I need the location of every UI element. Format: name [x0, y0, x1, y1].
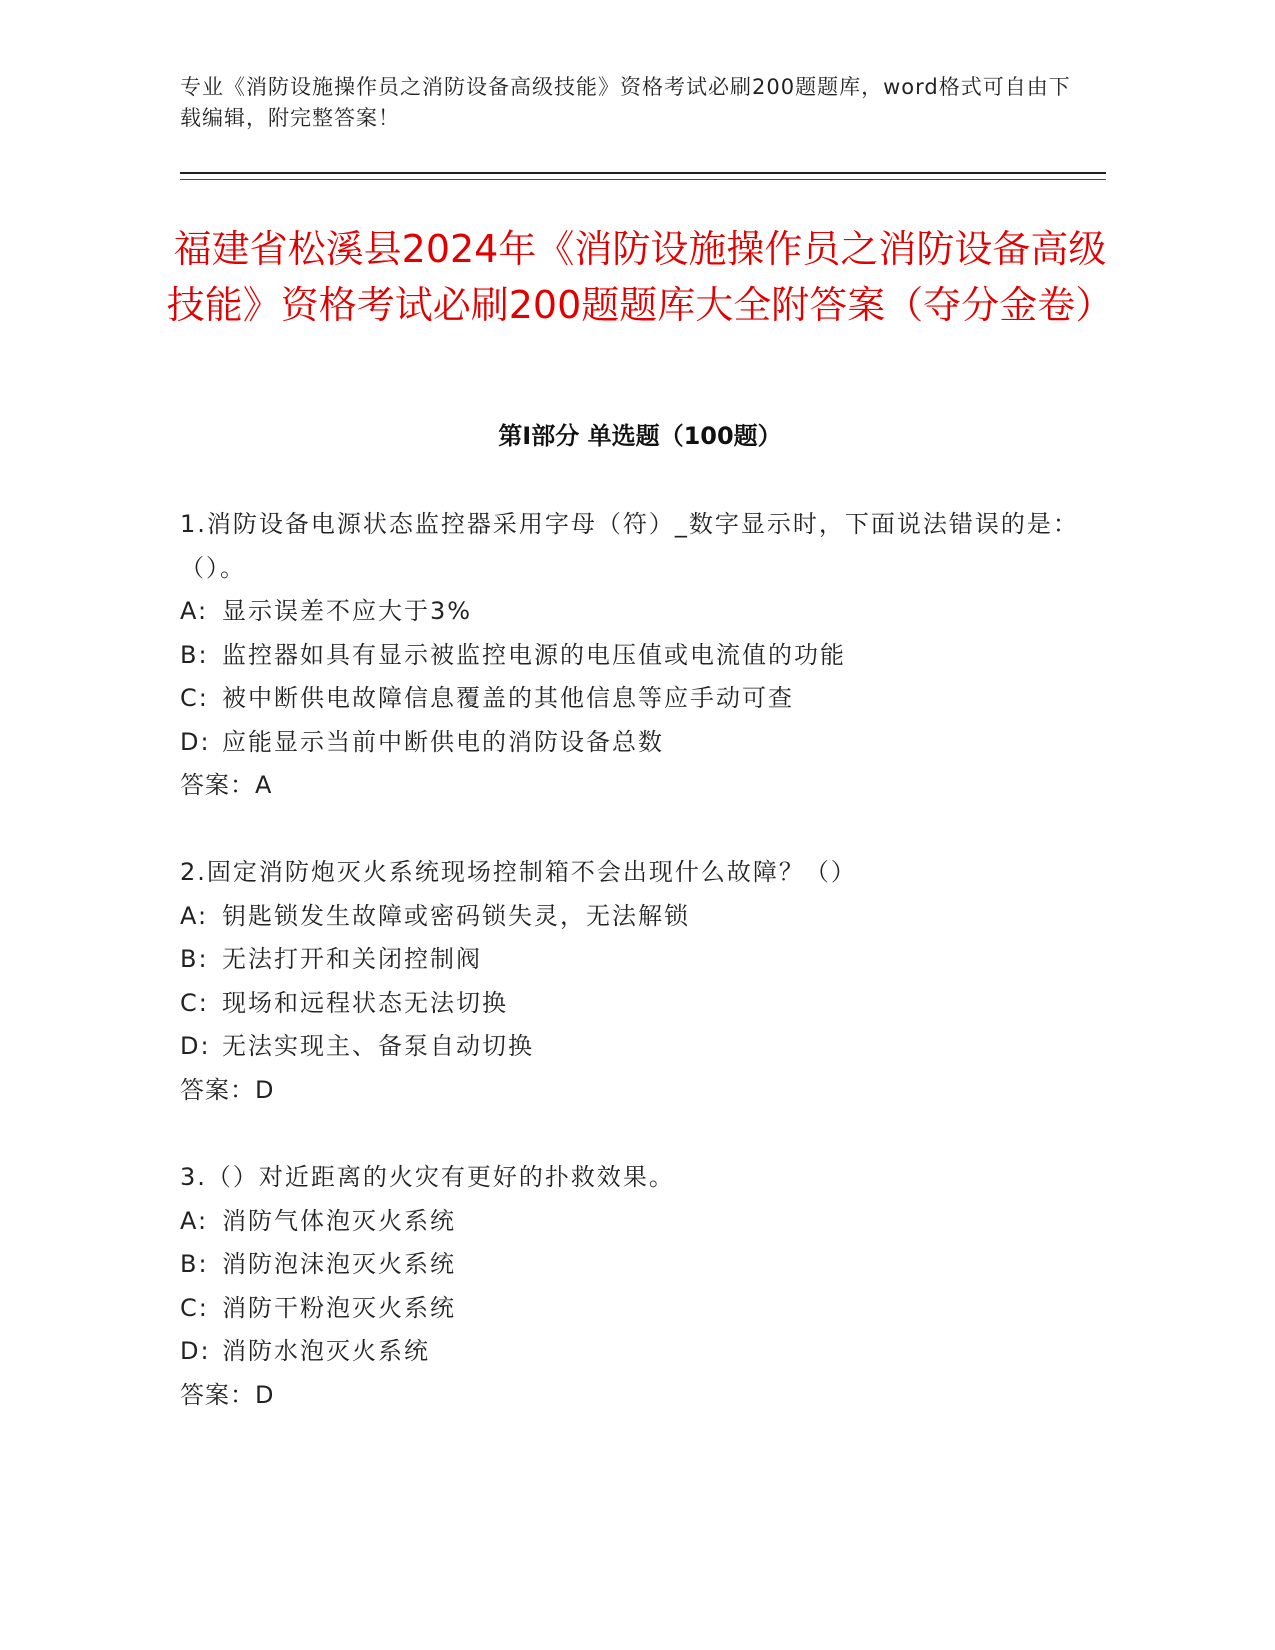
option-b — [180, 938, 1080, 982]
question-block — [180, 1156, 1080, 1417]
option-text: 现场和远程状态无法切换 — [222, 988, 508, 1017]
option-text: 无法实现主、备泵自动切换 — [222, 1032, 534, 1060]
option-a — [180, 895, 1080, 939]
option-key: B: — [180, 945, 209, 973]
option-text: 消防水泡灭火系统 — [222, 1337, 430, 1365]
option-key: D: — [180, 1337, 211, 1365]
option-d — [180, 1330, 1080, 1374]
option-c — [180, 982, 1080, 1026]
question-stem: 3.（）对近距离的火灾有更好的扑救效果。 — [180, 1163, 675, 1191]
option-key: B: — [180, 1250, 209, 1278]
option-text: 消防干粉泡灭火系统 — [222, 1293, 456, 1322]
option-b — [180, 634, 1080, 678]
document-title: 福建省松溪县2024年《消防设施操作员之消防设备高级技能》资格考试必刷200题题库大全附答案（夺分金卷） — [166, 227, 1114, 327]
answer-line: 答案：D — [180, 1380, 275, 1409]
header-note: 专业《消防设施操作员之消防设备高级技能》资格考试必刷200题题库，word格式可自由下载编辑，附完整答案！ — [180, 75, 1071, 130]
header-divider-thick — [180, 172, 1106, 174]
question-stem: 2.固定消防炮灭火系统现场控制箱不会出现什么故障？（） — [180, 858, 857, 886]
option-d — [180, 721, 1080, 765]
option-text: 钥匙锁发生故障或密码锁失灵，无法解锁 — [222, 901, 690, 930]
option-key: A: — [180, 1206, 209, 1235]
option-key: A: — [180, 597, 209, 625]
option-key: B: — [180, 640, 209, 669]
option-a — [180, 590, 1080, 634]
option-a — [180, 1200, 1080, 1244]
option-key: C: — [180, 684, 209, 712]
option-text: 显示误差不应大于3% — [222, 597, 473, 625]
answer-line: 答案：A — [180, 771, 273, 799]
option-text: 应能显示当前中断供电的消防设备总数 — [222, 727, 664, 756]
option-key: A: — [180, 901, 209, 930]
option-key: C: — [180, 988, 209, 1017]
option-b — [180, 1243, 1080, 1287]
option-text: 被中断供电故障信息覆盖的其他信息等应手动可查 — [222, 684, 794, 712]
option-c — [180, 1287, 1080, 1331]
header-divider-thin — [180, 179, 1106, 180]
question-block — [180, 851, 1080, 1112]
option-key: D: — [180, 1032, 211, 1060]
question-block — [180, 503, 1080, 808]
option-text: 消防气体泡灭火系统 — [222, 1206, 456, 1235]
section-title: 第Ⅰ部分 单选题（100题） — [498, 422, 782, 450]
option-text: 消防泡沫泡灭火系统 — [222, 1250, 456, 1278]
option-d — [180, 1025, 1080, 1069]
option-text: 监控器如具有显示被监控电源的电压值或电流值的功能 — [222, 640, 846, 669]
option-key: D: — [180, 727, 211, 756]
option-key: C: — [180, 1293, 209, 1322]
option-c — [180, 677, 1080, 721]
question-stem: 1.消防设备电源状态监控器采用字母（符）_数字显示时，下面说法错误的是：（）。 — [180, 510, 1079, 582]
option-text: 无法打开和关闭控制阀 — [222, 945, 482, 973]
answer-line: 答案：D — [180, 1075, 275, 1104]
